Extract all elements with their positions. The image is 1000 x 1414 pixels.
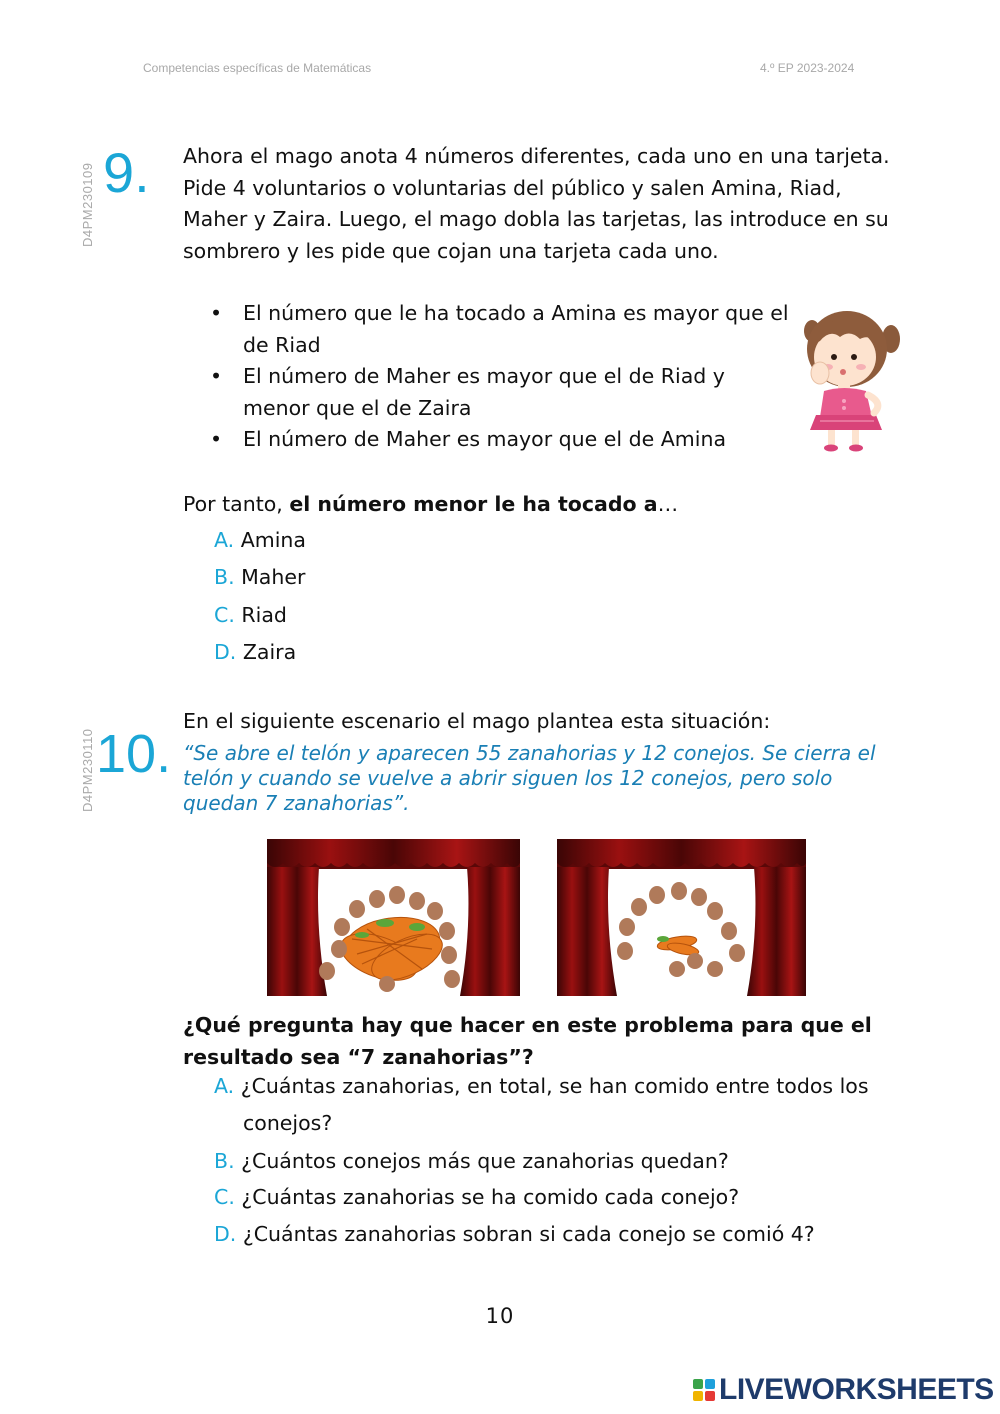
question-number: 9. — [103, 141, 150, 204]
answer-option-c[interactable] — [214, 603, 287, 627]
question-text: ¿Qué pregunta hay que hacer en este problema para que el resultado sea “7 zanahorias”? — [183, 1013, 872, 1069]
option-letter: B. — [214, 565, 235, 589]
answer-option-b[interactable] — [214, 565, 305, 589]
logo-squares-icon — [693, 1379, 715, 1401]
header-course: 4.º EP 2023-2024 — [760, 61, 855, 75]
conditions-list — [210, 298, 790, 456]
logo-wordmark: LIVEWORKSHEETS — [719, 1373, 994, 1406]
condition-item: • El número de Maher es mayor que el de Riad y menor que el de Zaira — [210, 361, 790, 424]
liveworksheets-logo — [693, 1374, 994, 1406]
question-prompt: Por tanto, el número menor le ha tocado a… — [183, 492, 679, 516]
question-stem: Ahora el mago anota 4 números diferentes, cada uno en una tarjeta. Pide 4 voluntarios o voluntarias del público y salen Amina, Riad, Maher y Zaira. Luego, el mago dobla las tarjetas, las introduce en su sombrero y les pide que cojan una tarjeta cada uno. — [183, 144, 890, 263]
question-code: D4PM230110 — [80, 728, 95, 812]
answer-option-a[interactable] — [214, 528, 306, 552]
option-text: Riad — [241, 603, 287, 627]
answer-option-c[interactable] — [214, 1185, 739, 1209]
option-text: Amina — [240, 528, 306, 552]
option-letter: C. — [214, 603, 235, 627]
page-number: 10 — [485, 1304, 515, 1328]
stage-before-illustration — [267, 839, 520, 996]
option-text: Zaira — [242, 640, 297, 664]
option-text: ¿Cuántas zanahorias sobran si cada conejo se comió 4? — [242, 1222, 815, 1246]
situation-quote: “Se abre el telón y aparecen 55 zanahorias y 12 conejos. Se cierra el telón y cuando se vuelve a abrir siguen los 12 conejos, pero solo quedan 7 zanahorias”. — [183, 741, 876, 815]
answer-option-d[interactable] — [214, 1222, 815, 1246]
question-number: 10. — [96, 724, 172, 784]
option-letter: A. — [214, 1074, 235, 1098]
option-text: Maher — [241, 565, 306, 589]
option-letter: A. — [214, 528, 235, 552]
answer-option-b[interactable] — [214, 1149, 729, 1173]
prompt-emphasis: el número menor le ha tocado a — [289, 492, 658, 516]
answer-option-a[interactable] — [214, 1074, 869, 1098]
option-letter: B. — [214, 1149, 235, 1173]
option-letter: C. — [214, 1185, 235, 1209]
option-letter: D. — [214, 1222, 237, 1246]
option-letter: D. — [214, 640, 237, 664]
option-text-continuation: conejos? — [243, 1111, 333, 1135]
option-text: ¿Cuántos conejos más que zanahorias quedan? — [241, 1149, 729, 1173]
thinking-girl-illustration — [790, 305, 905, 455]
option-text: ¿Cuántas zanahorias se ha comido cada conejo? — [241, 1185, 740, 1209]
stage-after-illustration — [557, 839, 806, 996]
option-text: ¿Cuántas zanahorias, en total, se han comido entre todos los — [240, 1074, 869, 1098]
answer-option-d[interactable] — [214, 640, 296, 664]
condition-item: • El número de Maher es mayor que el de Amina — [210, 424, 790, 456]
header-subject: Competencias específicas de Matemáticas — [143, 61, 372, 75]
question-intro: En el siguiente escenario el mago plantea esta situación: — [183, 709, 771, 733]
question-code: D4PM230109 — [80, 162, 95, 247]
condition-item: • El número que le ha tocado a Amina es mayor que el de Riad — [210, 298, 790, 361]
